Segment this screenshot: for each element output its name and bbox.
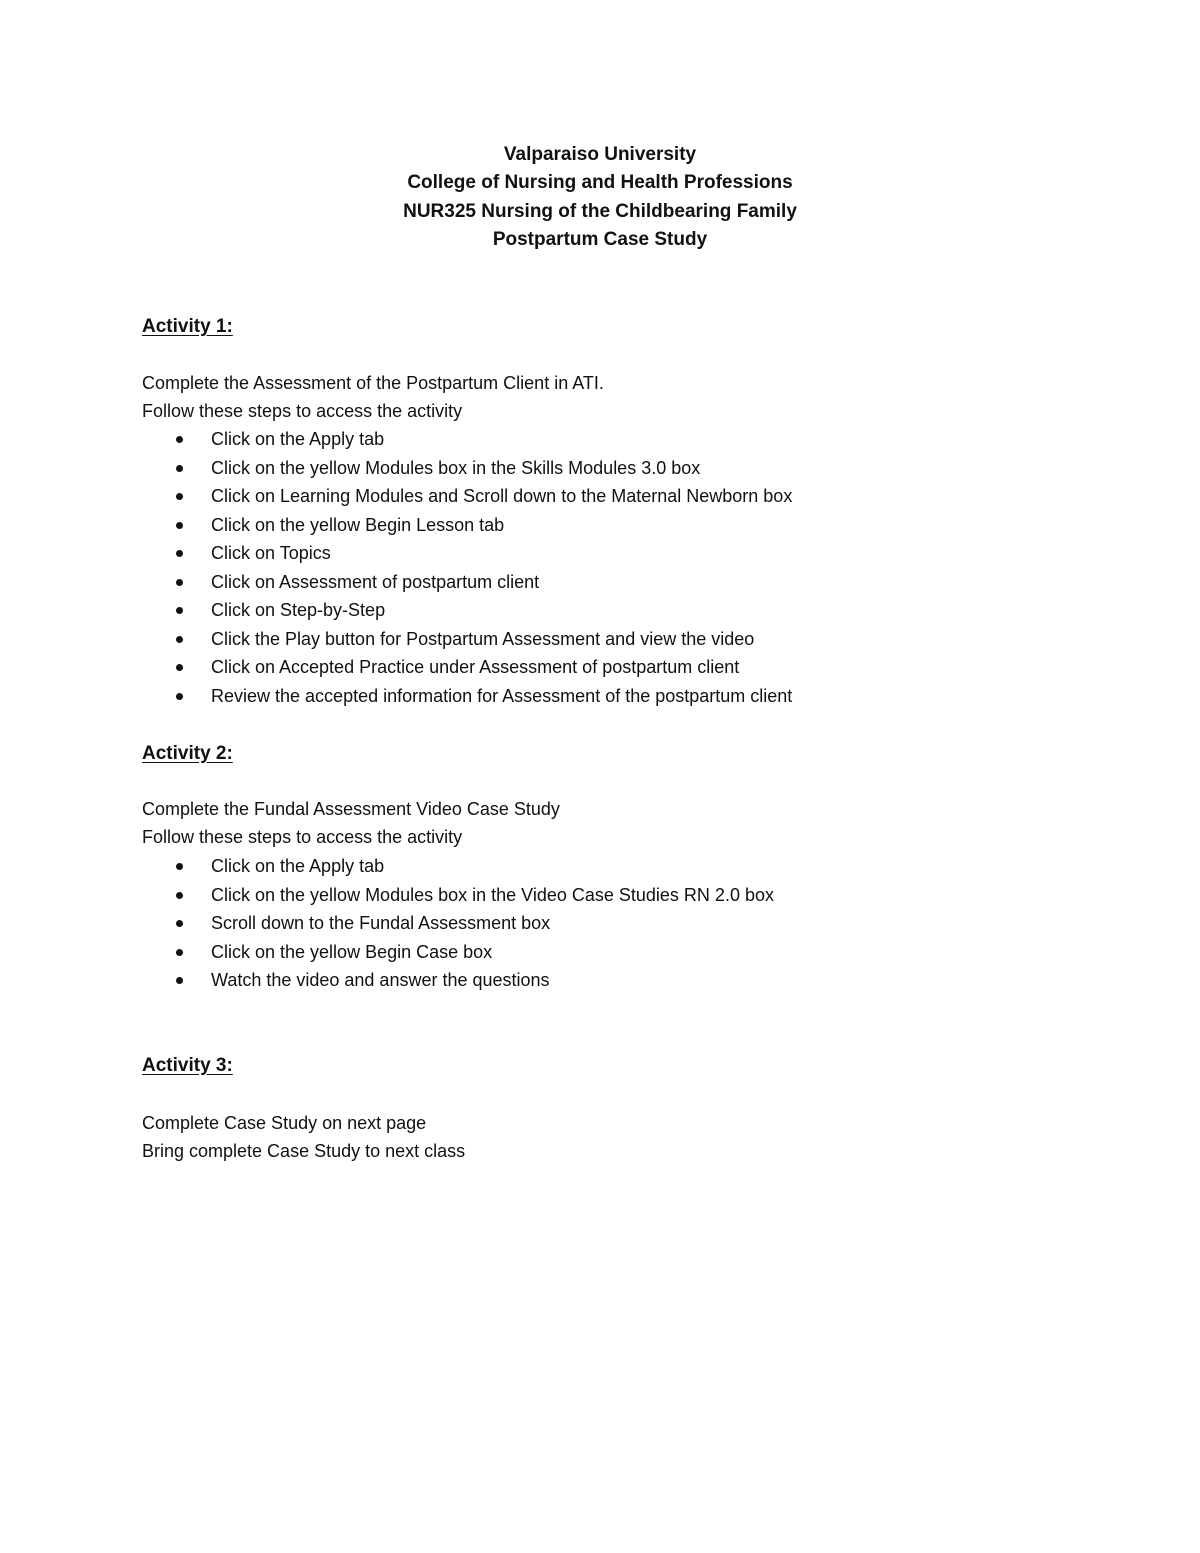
activity-3-line-2: Bring complete Case Study to next class [142, 1141, 466, 1161]
document-title: Postpartum Case Study [492, 229, 708, 251]
activity-3-heading: Activity 3: [142, 1055, 233, 1076]
step-text: Scroll down to the Fundal Assessment box [211, 913, 551, 933]
activity-1-heading: Activity 1: [142, 316, 233, 337]
bullet-icon [176, 493, 183, 500]
bullet-icon [176, 977, 183, 984]
college-name: College of Nursing and Health Professions [407, 172, 793, 194]
bullet-icon [176, 949, 183, 956]
activity-2-instructions: Follow these steps to access the activity [142, 827, 463, 847]
bullet-icon [176, 664, 183, 671]
activity-2-heading: Activity 2: [142, 743, 233, 764]
course-title: NUR325 Nursing of the Childbearing Family [403, 200, 797, 222]
step-text: Review the accepted information for Assessment of the postpartum client [211, 685, 793, 706]
step-text: Click on the yellow Begin Case box [211, 941, 493, 962]
activity-3-line-1: Complete Case Study on next page [142, 1113, 427, 1133]
step-text: Click on Learning Modules and Scroll down to the Maternal Newborn box [211, 486, 793, 506]
bullet-icon [176, 550, 183, 557]
step-text: Click on Assessment of postpartum client [211, 571, 540, 592]
bullet-icon [176, 579, 183, 586]
step-text: Click on the yellow Modules box in the Skills Modules 3.0 box [211, 457, 701, 478]
activity-2-intro: Complete the Fundal Assessment Video Case Study [142, 799, 560, 819]
step-text: Click on the Apply tab [211, 856, 385, 876]
step-text: Click on the Apply tab [211, 429, 385, 449]
activity-1-instructions: Follow these steps to access the activity [142, 401, 463, 421]
document-header [0, 141, 1200, 255]
step-text: Click on Step-by-Step [211, 600, 386, 620]
step-text: Click on the yellow Begin Lesson tab [211, 514, 505, 535]
bullet-icon [176, 920, 183, 927]
activity-1-intro: Complete the Assessment of the Postpartum Client in ATI. [142, 373, 604, 393]
bullet-icon [176, 607, 183, 614]
bullet-icon [176, 436, 183, 443]
step-text: Click on Accepted Practice under Assessment of postpartum client [211, 657, 740, 677]
bullet-icon [176, 636, 183, 643]
bullet-icon [176, 465, 183, 472]
university-name: Valparaiso University [503, 144, 697, 165]
bullet-icon [176, 693, 183, 700]
bullet-icon [176, 863, 183, 870]
bullet-icon [176, 892, 183, 899]
step-text: Click on the yellow Modules box in the Video Case Studies RN 2.0 box [211, 884, 774, 905]
step-text: Click the Play button for Postpartum Assessment and view the video [211, 628, 755, 649]
step-text: Watch the video and answer the questions [211, 970, 550, 990]
bullet-icon [176, 522, 183, 529]
step-text: Click on Topics [211, 543, 331, 563]
